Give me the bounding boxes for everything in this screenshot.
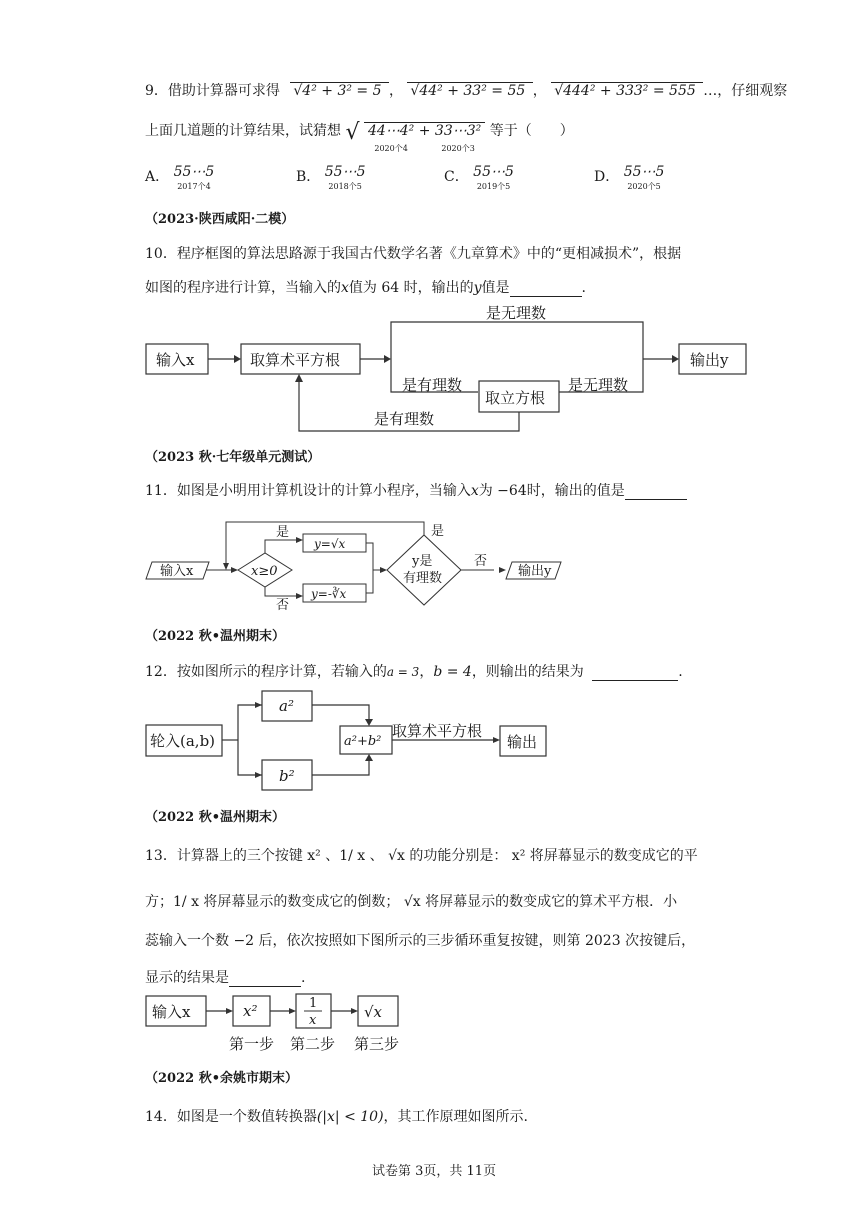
q9-line1: 9．借助计算器可求得 √4² + 3² = 5 ， √44² + 33² = 55 ， √444² + 333² = 555 …，仔细观察 bbox=[145, 83, 788, 99]
q12-b-value: b = 4 bbox=[433, 664, 472, 680]
q11-check-label-1: y是 bbox=[412, 554, 433, 569]
q12-output-label: 输出 bbox=[507, 733, 538, 751]
q9-guess-b-brace: 2020个3 bbox=[441, 144, 475, 153]
q11-cond-label: x≥0 bbox=[251, 564, 278, 579]
q10-line2-prefix: 如图的程序进行计算，当输入的 bbox=[145, 280, 341, 296]
q9-expr3: √444² + 333² = 555 bbox=[551, 82, 703, 99]
q12-op-label: 取算术平方根 bbox=[392, 722, 483, 740]
q9-option-b[interactable] bbox=[296, 166, 365, 193]
q13-sqrt-label: √x bbox=[364, 1003, 383, 1021]
option-letter: A． bbox=[145, 169, 170, 185]
q10-end: . bbox=[581, 280, 586, 296]
q11-out-no-label: 否 bbox=[474, 554, 488, 569]
q13-step2-label: 第二步 bbox=[290, 1035, 336, 1053]
q9-text-suffix: …，仔细观察 bbox=[703, 83, 788, 99]
q14-line1 bbox=[145, 1106, 528, 1126]
q10-output-label: 输出y bbox=[690, 351, 729, 369]
q9-guess-b: 33⋯3² bbox=[434, 123, 482, 139]
q11-no-label: 否 bbox=[276, 598, 290, 613]
q10-line2 bbox=[145, 277, 586, 297]
q11-yes-label: 是 bbox=[276, 525, 290, 540]
q11-var-x: x bbox=[470, 483, 479, 499]
q12-b2-label: b² bbox=[279, 767, 295, 785]
q9-line2-prefix: 上面几道题的计算结果，试猜想 bbox=[145, 123, 341, 139]
q13-flowchart bbox=[0, 990, 860, 1060]
q9-line2: 上面几道题的计算结果，试猜想 √ 44⋯4² 2020个4 + 33⋯3² 2020个3 等于（ ） bbox=[145, 120, 574, 153]
option-value: 55⋯5 bbox=[173, 164, 215, 180]
q14-line1-prefix: 14．如图是一个数值转换器 bbox=[145, 1109, 317, 1125]
q9-option-d[interactable] bbox=[594, 166, 664, 193]
q9-option-c[interactable] bbox=[444, 166, 514, 193]
q9-text-prefix: 9．借助计算器可求得 bbox=[145, 83, 280, 99]
q12-answer-blank[interactable] bbox=[592, 664, 678, 681]
q12-line1-suffix: ，则输出的结果为 bbox=[471, 664, 584, 680]
q12-sep: ， bbox=[419, 664, 434, 680]
q12-input-label: 轮入(a,b) bbox=[150, 732, 216, 750]
q12-flowchart bbox=[0, 688, 860, 798]
q13-reciprocal-num: 1 bbox=[309, 996, 318, 1011]
option-brace: 2018个5 bbox=[328, 182, 362, 191]
q13-reciprocal-den: x bbox=[309, 1013, 317, 1028]
q13-line4 bbox=[145, 967, 305, 987]
q10-input-label: 输入x bbox=[156, 351, 195, 369]
q13-line3: 蕊输入一个数 −2 后，依次按照如下图所示的三步循环重复按键，则第 2023 次按键后， bbox=[145, 933, 696, 949]
q10-answer-blank[interactable] bbox=[510, 280, 582, 297]
q10-line2-mid: 值为 64 时，输出的 bbox=[348, 280, 474, 296]
q13-answer-blank[interactable] bbox=[229, 970, 301, 987]
option-brace: 2017个4 bbox=[177, 182, 211, 191]
q11-input-label: 输入x bbox=[160, 564, 194, 579]
q11-check-diamond bbox=[387, 535, 461, 605]
q9-expr2-text: 44² + 33² = 55 bbox=[419, 83, 526, 99]
q12-end: . bbox=[678, 664, 683, 680]
q10-var-y: y bbox=[473, 280, 482, 296]
q13-line4-prefix: 显示的结果是 bbox=[145, 970, 229, 986]
option-letter: D． bbox=[594, 169, 620, 185]
q14-line1-suffix: ，其工作原理如图所示. bbox=[383, 1109, 528, 1125]
q14-condition: (|x| < 10) bbox=[316, 1109, 384, 1125]
q9-line2-suffix: 等于（ ） bbox=[489, 123, 574, 139]
q12-line1-prefix: 12．按如图所示的程序计算，若输入的 bbox=[145, 664, 387, 680]
q10-line2-suffix: 值是 bbox=[481, 280, 510, 296]
q11-check-label-2: 有理数 bbox=[403, 571, 443, 586]
q11-answer-blank[interactable] bbox=[625, 483, 687, 500]
q9-guess-a-brace: 2020个4 bbox=[374, 144, 408, 153]
q9-expr1-text: 4² + 3² = 5 bbox=[302, 83, 382, 99]
option-value: 55⋯5 bbox=[623, 164, 665, 180]
option-brace: 2020个5 bbox=[627, 182, 661, 191]
q11-f1-label: y=√x bbox=[314, 537, 346, 551]
q9-radicand: 44⋯4² 2020个4 + 33⋯3² 2020个3 bbox=[364, 122, 485, 155]
q9-option-a[interactable] bbox=[145, 166, 214, 193]
q13-input-label: 输入x bbox=[152, 1003, 191, 1021]
option-value: 55⋯5 bbox=[324, 164, 366, 180]
q11-output-label: 输出y bbox=[518, 564, 552, 579]
source-note-q13: （2022 秋•温州期末） bbox=[145, 810, 286, 825]
q10-rational-bottom-label: 是有理数 bbox=[374, 410, 435, 428]
q12-a2-label: a² bbox=[279, 697, 294, 715]
q13-line1: 13．计算器上的三个按键 x² 、1/ x 、 √x 的功能分别是： x² 将屏幕显示的数变成它的平 bbox=[145, 848, 698, 864]
q10-irrational-top-label: 是无理数 bbox=[486, 304, 547, 322]
page-footer: 试卷第 3页，共 11页 bbox=[372, 1164, 497, 1179]
q10-cbrt-label: 取立方根 bbox=[485, 389, 546, 407]
q12-line1 bbox=[145, 661, 683, 681]
option-letter: B． bbox=[296, 169, 321, 185]
option-brace: 2019个5 bbox=[476, 182, 511, 191]
q11-line1-suffix: 为 −64时，输出的值是 bbox=[478, 483, 625, 499]
q10-var-x: x bbox=[341, 280, 349, 296]
q13-square-label: x² bbox=[243, 1002, 258, 1020]
option-value: 55⋯5 bbox=[473, 164, 514, 180]
q11-flowchart bbox=[0, 510, 860, 613]
source-note-q10: （2023·陕西咸阳·二模） bbox=[145, 212, 295, 227]
q10-flowchart bbox=[0, 300, 860, 460]
source-note-q11: （2023 秋·七年级单元测试） bbox=[145, 450, 321, 465]
q9-expr1: √4² + 3² = 5 bbox=[290, 82, 389, 99]
q9-expr3-text: 444² + 333² = 555 bbox=[563, 83, 696, 99]
q11-f2-label: y=-∛x bbox=[311, 587, 347, 601]
q9-expr2: √44² + 33² = 55 bbox=[407, 82, 532, 99]
q9-guess-a: 44⋯4² bbox=[367, 123, 415, 139]
q10-rational-left-label: 是有理数 bbox=[402, 376, 463, 394]
q13-line2: 方；1/ x 将屏幕显示的数变成它的倒数； √x 将屏幕显示的数变成它的算术平方根．小 bbox=[145, 894, 678, 910]
q11-loop-yes-label: 是 bbox=[431, 524, 445, 539]
q11-line1-prefix: 11．如图是小明用计算机设计的计算小程序，当输入 bbox=[145, 483, 471, 499]
source-note-q14: （2022 秋•余姚市期末） bbox=[145, 1071, 299, 1086]
q11-line1 bbox=[145, 480, 687, 500]
q12-a-value: a = 3 bbox=[386, 665, 420, 679]
source-note-q12: （2022 秋•温州期末） bbox=[145, 629, 286, 644]
q10-irrational-right-label: 是无理数 bbox=[568, 376, 629, 394]
q13-end: . bbox=[301, 970, 306, 986]
option-letter: C． bbox=[444, 169, 469, 185]
q10-line1: 10．程序框图的算法思路源于我国古代数学名著《九章算术》中的“更相减损术”，根据 bbox=[145, 246, 682, 262]
q13-step3-label: 第三步 bbox=[354, 1035, 400, 1053]
q10-sqrt-label: 取算术平方根 bbox=[250, 351, 341, 369]
q12-sum-label: a²+b² bbox=[344, 734, 382, 749]
q13-step1-label: 第一步 bbox=[229, 1035, 275, 1053]
